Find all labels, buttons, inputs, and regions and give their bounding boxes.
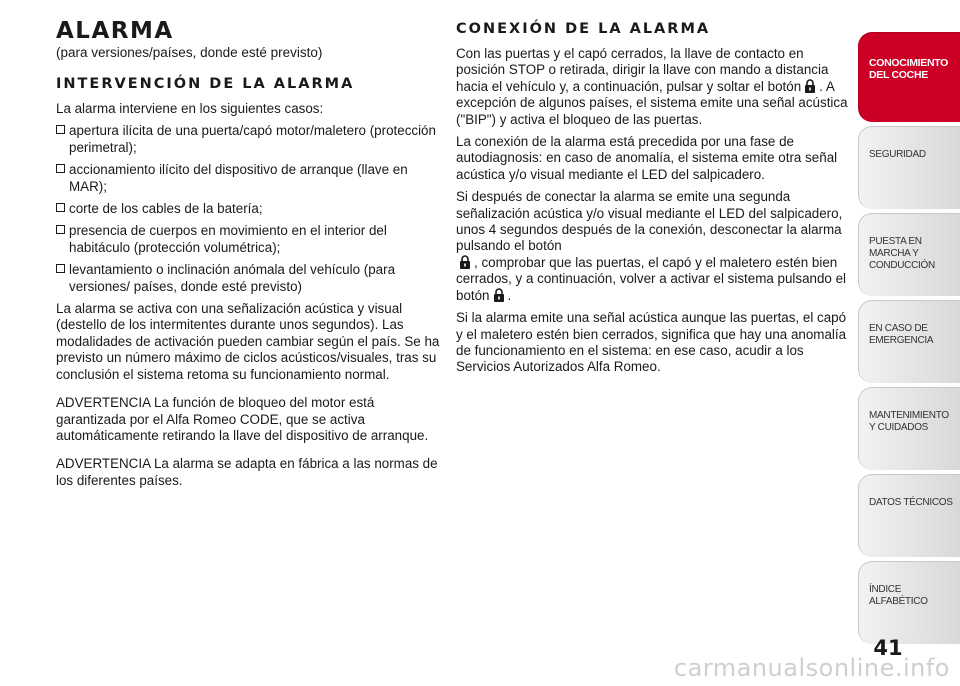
connection-paragraph-4: Si la alarma emite una señal acústica aunque las puertas, el capó y el maletero estén bien cerrados, significa que hay una anomalía de funcionamiento en el sistema: en ese caso, acudir a los Servicios Autorizados Alfa Romeo.: [456, 310, 847, 375]
section-title-intervention: INTERVENCIÓN DE LA ALARMA: [56, 76, 355, 92]
checkbox-bullet-icon: [56, 225, 65, 234]
tab-seguridad[interactable]: SEGURIDAD: [858, 126, 960, 209]
lock-icon: [804, 79, 816, 93]
tab-datos-tecnicos[interactable]: DATOS TÉCNICOS: [858, 474, 960, 557]
intro-text: La alarma interviene en los siguientes casos:: [56, 101, 324, 116]
connection-paragraph-1: Con las puertas y el capó cerrados, la llave de contacto en posición STOP o retirada, dirigir la llave con mando a distancia hacia el vehículo y, a continuación, pulsar y soltar el botón . A excepción de algunos países, el sistema emite una señal acústica ("BIP") y activa el bloqueo de las puertas.: [456, 46, 848, 127]
list-item: levantamiento o inclinación anómala del vehículo (para versiones/ países, donde esté previsto): [56, 262, 440, 295]
right-column: [456, 18, 848, 382]
lock-icon: [459, 255, 471, 269]
connection-paragraph-2: La conexión de la alarma está precedida por una fase de autodiagnosis: en caso de anomalía, el sistema emite otra señal acústica y/o visual mediante el LED del salpicadero.: [456, 134, 838, 182]
lock-icon: [493, 288, 505, 302]
checkbox-bullet-icon: [56, 125, 65, 134]
activation-paragraph: La alarma se activa con una señalización acústica y visual (destello de los intermitentes durante unos segundos). Las modalidades de activación pueden cambiar según el país. Se ha previsto un número máximo de ciclos acústicos/visuales, tras su conclusión el sistema retoma su funcionamiento normal.: [56, 301, 440, 382]
list-item: presencia de cuerpos en movimiento en el interior del habitáculo (protección volumétrica);: [56, 223, 440, 256]
list-item: apertura ilícita de una puerta/capó motor/maletero (protección perimetral);: [56, 123, 440, 156]
tab-puesta-en-marcha[interactable]: PUESTA EN MARCHA Y CONDUCCIÓN: [858, 213, 960, 296]
tab-en-caso-de-emergencia[interactable]: EN CASO DE EMERGENCIA: [858, 300, 960, 383]
list-item: accionamiento ilícito del dispositivo de arranque (llave en MAR);: [56, 162, 440, 195]
tab-conocimiento-del-coche[interactable]: CONOCIMIENTO DEL COCHE: [858, 32, 960, 122]
warning-norms: ADVERTENCIA La alarma se adapta en fábrica a las normas de los diferentes países.: [56, 456, 438, 488]
tab-mantenimiento[interactable]: MANTENIMIENTO Y CUIDADOS: [858, 387, 960, 470]
checkbox-bullet-icon: [56, 264, 65, 273]
checkbox-bullet-icon: [56, 203, 65, 212]
page-number: 41: [873, 636, 903, 660]
warning-code: ADVERTENCIA La función de bloqueo del motor está garantizada por el Alfa Romeo CODE, que se activa automáticamente retirando la llave del dispositivo de arranque.: [56, 395, 429, 443]
checkbox-bullet-icon: [56, 164, 65, 173]
chapter-sidebar: [858, 32, 960, 648]
cases-list: [56, 123, 440, 295]
watermark: carmanualsonline.info: [673, 654, 950, 682]
page-subtitle: (para versiones/países, donde esté previsto): [56, 45, 323, 60]
list-item: corte de los cables de la batería;: [56, 201, 440, 217]
left-column: [56, 18, 440, 495]
section-title-connection: CONEXIÓN DE LA ALARMA: [456, 21, 711, 37]
tab-indice-alfabetico[interactable]: ÍNDICE ALFABÉTICO: [858, 561, 960, 644]
connection-paragraph-3: Si después de conectar la alarma se emite una segunda señalización acústica y/o visual mediante el LED del salpicadero, unos 4 segundos después de la conexión, desconectar la alarma pulsando el botón , comprobar que las puertas, el capó y el maletero estén bien cerrados, y a continuación, volver a activar el sistema pulsando el botón .: [456, 189, 847, 303]
page-title: ALARMA: [56, 18, 174, 44]
